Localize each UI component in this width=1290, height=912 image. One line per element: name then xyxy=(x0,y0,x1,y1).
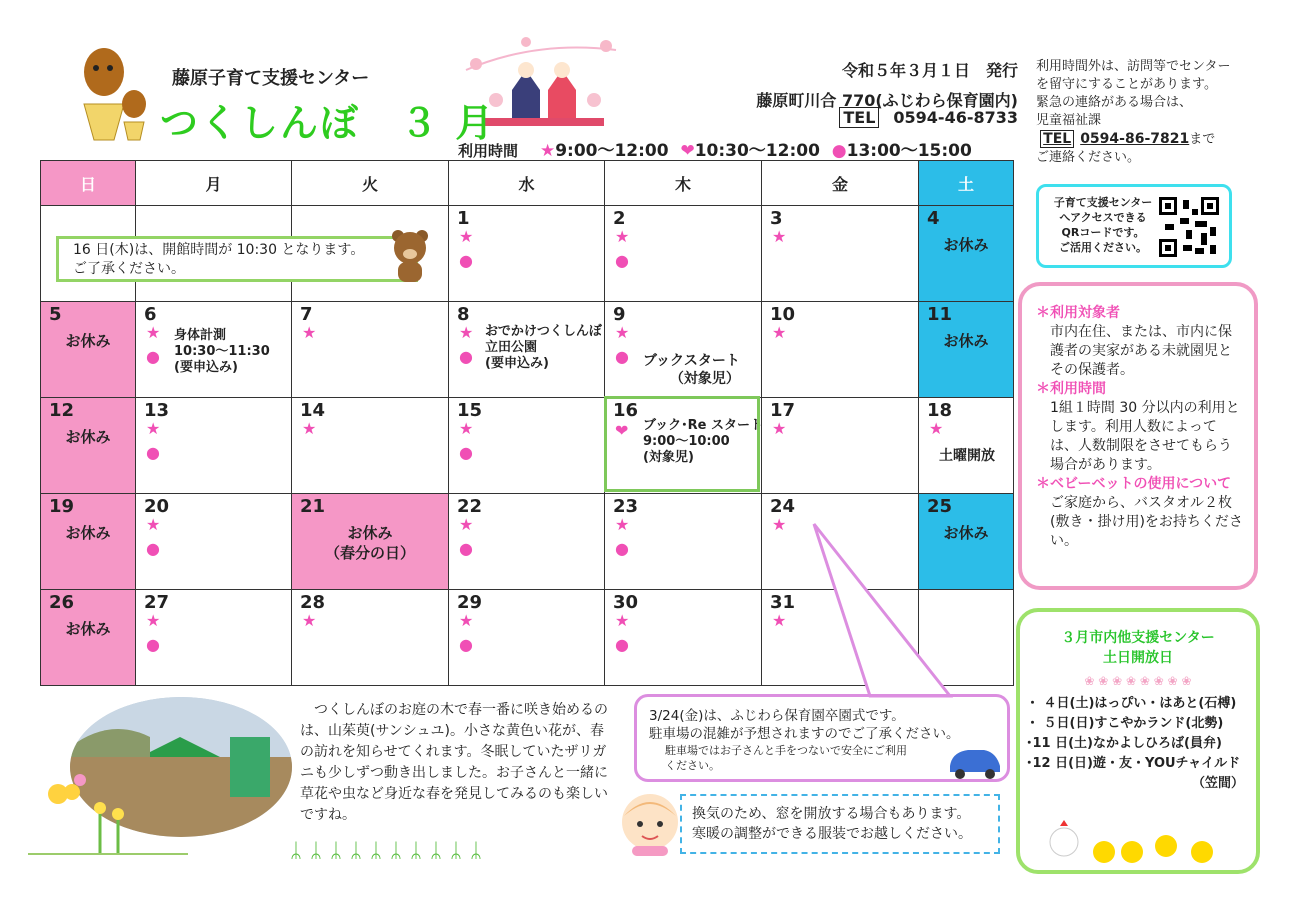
circle-icon: ● xyxy=(459,539,473,558)
star-icon: ★ xyxy=(459,227,474,246)
day-12 xyxy=(41,398,136,494)
circle-icon: ● xyxy=(615,635,629,654)
weekday-fri: 金 xyxy=(762,161,919,206)
day-number: 6 xyxy=(144,304,157,325)
star-icon: ★ xyxy=(459,419,474,438)
tel-label: TEL xyxy=(1040,130,1074,148)
weekday-header xyxy=(41,161,1014,206)
chicks-illustration xyxy=(1048,818,1238,866)
notice-small-line: 駐車場ではお子さんと手をつないで安全にご利用 xyxy=(665,744,907,757)
info-heading-baby-bed: ＊ベビーベットの使用について xyxy=(1036,476,1232,492)
day-number: 13 xyxy=(144,400,170,421)
tel-suffix: まで xyxy=(1189,132,1216,147)
star-icon: ★ xyxy=(459,515,474,534)
closed-label: お休み xyxy=(65,524,111,542)
event-time: 9:00～10:00 xyxy=(643,434,730,449)
info-line: 利用時間外は、訪問等でセンター xyxy=(1036,59,1231,74)
weekend-item: ･11 日(土)なかよしひろば(員弁) xyxy=(1026,736,1222,751)
info-line: ご連絡ください。 xyxy=(1036,150,1141,165)
day-number: 29 xyxy=(457,592,483,613)
day-number: 24 xyxy=(770,496,796,517)
hours-morning: 9:00～12:00 xyxy=(555,141,669,161)
day-number: 31 xyxy=(770,592,796,613)
qr-code-icon[interactable] xyxy=(1159,197,1219,257)
closed-label: お休み xyxy=(943,236,989,254)
notice-line: 寒暖の調整ができる服装でお越しください。 xyxy=(692,826,972,842)
tel-number: 0594-86-7821 xyxy=(1080,131,1190,147)
day-23 xyxy=(605,494,762,590)
weekday-tue: 火 xyxy=(292,161,449,206)
day-number: 9 xyxy=(613,304,626,325)
weekend-item: （笠間） xyxy=(1191,776,1244,791)
notice-line: ご了承ください。 xyxy=(73,261,185,277)
circle-icon: ● xyxy=(831,141,847,161)
day-number: 30 xyxy=(613,592,639,613)
day-30 xyxy=(605,590,762,686)
star-icon: ★ xyxy=(929,419,944,438)
star-icon: ★ xyxy=(615,323,630,342)
qr-line: QRコードです。 xyxy=(1061,226,1145,239)
star-icon: ★ xyxy=(302,419,317,438)
closed-label: お休み xyxy=(943,524,989,542)
circle-icon: ● xyxy=(615,251,629,270)
day-1 xyxy=(449,206,605,302)
circle-icon: ● xyxy=(146,443,160,462)
circle-icon: ● xyxy=(459,251,473,270)
star-icon: ★ xyxy=(146,515,161,534)
weekday-thu: 木 xyxy=(605,161,762,206)
event-place: 立田公園 xyxy=(485,340,538,355)
star-icon: ★ xyxy=(146,323,161,342)
event-outing xyxy=(485,324,602,372)
info-heading-target: ＊利用対象者 xyxy=(1036,305,1120,321)
qr-line: 子育て支援センター xyxy=(1053,196,1153,209)
event-title: ブック･Re スタート xyxy=(643,418,763,433)
event-body-measurement xyxy=(174,328,270,376)
notice-16th xyxy=(56,236,418,282)
closed-label: お休み xyxy=(347,524,393,542)
event-note: (要申込み) xyxy=(485,356,549,371)
circle-icon: ● xyxy=(615,539,629,558)
notice-line: 3/24(金)は、ふじわら保育園卒園式です。 xyxy=(649,708,905,724)
circle-icon: ● xyxy=(146,635,160,654)
star-icon: ★ xyxy=(459,323,474,342)
issue-date: 令和５年３月１日 発行 xyxy=(841,61,1018,80)
qr-line: ご活用ください。 xyxy=(1059,241,1147,254)
event-note: （対象児） xyxy=(669,371,740,387)
star-icon: ★ xyxy=(772,323,787,342)
day-number: 7 xyxy=(300,304,313,325)
event-title: 身体計測 xyxy=(174,328,227,343)
closed-label: お休み xyxy=(65,428,111,446)
day-15 xyxy=(449,398,605,494)
day-7 xyxy=(292,302,449,398)
weekend-title-line: ３月市内他支援センター xyxy=(1061,630,1215,646)
day-number: 28 xyxy=(300,592,326,613)
qr-caption xyxy=(1047,195,1159,255)
heart-icon: ❤ xyxy=(615,421,629,440)
star-icon: ★ xyxy=(615,515,630,534)
day-5 xyxy=(41,302,136,398)
ventilation-notice xyxy=(680,794,1000,854)
day-number: 20 xyxy=(144,496,170,517)
center-phone xyxy=(720,108,1018,127)
notice-line: 駐車場の混雑が予想されますのでご了承ください。 xyxy=(649,726,960,742)
day-20 xyxy=(136,494,292,590)
tel-number: 0594-46-8733 xyxy=(893,108,1018,127)
star-icon: ★ xyxy=(146,419,161,438)
hours-late-morning: 10:30～12:00 xyxy=(694,141,820,161)
day-number: 25 xyxy=(927,496,953,517)
butterfly-flower-illustration xyxy=(28,770,188,860)
day-26 xyxy=(41,590,136,686)
day-4 xyxy=(919,206,1014,302)
closed-label: お休み xyxy=(65,620,111,638)
qr-code-box xyxy=(1036,184,1232,268)
event-title: おでかけつくしんぼ xyxy=(485,324,602,339)
weekday-sat: 土 xyxy=(919,161,1014,206)
day-6 xyxy=(136,302,292,398)
day-9 xyxy=(605,302,762,398)
notice-line: 換気のため、窓を開放する場合もあります。 xyxy=(692,806,971,822)
day-number: 16 xyxy=(613,400,639,421)
day-number: 11 xyxy=(927,304,953,325)
weekend-open-days-box xyxy=(1016,608,1260,874)
notice-line: 16 日(木)は、開館時間が 10:30 となります。 xyxy=(73,242,365,258)
day-number: 26 xyxy=(49,592,75,613)
opening-hours xyxy=(458,136,972,161)
circle-icon: ● xyxy=(459,443,473,462)
weekday-mon: 月 xyxy=(136,161,292,206)
usage-info-box xyxy=(1018,282,1258,590)
day-21 xyxy=(292,494,449,590)
day-13 xyxy=(136,398,292,494)
info-line: を留守にすることがあります。 xyxy=(1036,77,1217,92)
center-address: 藤原町川合 770(ふじわら保育園内) xyxy=(756,91,1018,110)
heart-icon: ❤ xyxy=(680,141,695,161)
circle-icon: ● xyxy=(459,635,473,654)
day-19 xyxy=(41,494,136,590)
star-icon: ★ xyxy=(459,611,474,630)
day-number: 3 xyxy=(770,208,783,229)
star-icon: ★ xyxy=(772,227,787,246)
day-18 xyxy=(919,398,1014,494)
bear-illustration xyxy=(388,226,432,284)
star-icon: ★ xyxy=(302,611,317,630)
star-icon: ★ xyxy=(772,419,787,438)
event-time: 10:30～11:30 xyxy=(174,344,270,359)
after-hours-info xyxy=(1036,58,1266,167)
hours-label: 利用時間 xyxy=(458,142,519,160)
circle-icon: ● xyxy=(146,539,160,558)
star-icon: ★ xyxy=(146,611,161,630)
day-number: 14 xyxy=(300,400,326,421)
baby-face-illustration xyxy=(618,790,682,856)
info-body-baby-bed: ご家庭から、バスタオル２枚(敷き・掛け用)をお持ちください。 xyxy=(1050,495,1243,549)
weekend-item: ・ ４日(土)はっぴい・はあと(石榑) xyxy=(1026,696,1237,711)
flower-divider-icon: ❀ ❀ ❀ ❀ ❀ ❀ ❀ ❀ xyxy=(1084,674,1192,688)
week-3 xyxy=(41,398,1014,494)
day-28 xyxy=(292,590,449,686)
day-number: 18 xyxy=(927,400,953,421)
info-heading-hours: ＊利用時間 xyxy=(1036,381,1106,397)
day-22 xyxy=(449,494,605,590)
star-icon: ★ xyxy=(302,323,317,342)
closed-label: お休み xyxy=(943,332,989,350)
closed-label: お休み xyxy=(65,332,111,350)
day-number: 4 xyxy=(927,208,940,229)
info-line: 児童福祉課 xyxy=(1036,113,1102,128)
day-27 xyxy=(136,590,292,686)
star-icon: ★ xyxy=(772,515,787,534)
circle-icon: ● xyxy=(615,347,629,366)
car-icon xyxy=(944,744,1004,780)
star-icon: ★ xyxy=(615,227,630,246)
holiday-name: （春分の日） xyxy=(324,544,415,562)
day-number: 23 xyxy=(613,496,639,517)
week-2 xyxy=(41,302,1014,398)
tel-label: TEL xyxy=(839,107,879,128)
day-11 xyxy=(919,302,1014,398)
event-note: (対象児) xyxy=(643,450,694,465)
weekend-item: ･12 日(日)遊・友・YOUチャイルド xyxy=(1026,756,1241,771)
star-icon: ★ xyxy=(772,611,787,630)
day-10 xyxy=(762,302,919,398)
star-icon: ★ xyxy=(539,141,556,161)
weekday-sun: 日 xyxy=(41,161,136,206)
day-number: 17 xyxy=(770,400,796,421)
day-number: 19 xyxy=(49,496,75,517)
event-bookstart xyxy=(643,352,740,388)
day-number: 27 xyxy=(144,592,170,613)
day-14 xyxy=(292,398,449,494)
welfare-phone xyxy=(1036,130,1266,149)
day-17 xyxy=(762,398,919,494)
day-number: 22 xyxy=(457,496,483,517)
info-body-hours: 1組１時間 30 分以内の利用とします。利用人数によっては、人数制限をさせてもらう場合があります。 xyxy=(1050,400,1240,473)
weekday-wed: 水 xyxy=(449,161,605,206)
star-icon: ★ xyxy=(615,611,630,630)
circle-icon: ● xyxy=(459,347,473,366)
weekend-title xyxy=(1020,628,1256,668)
qr-line: へアクセスできる xyxy=(1059,211,1147,224)
weekend-item: ・ ５日(日)すこやかランド(北勢) xyxy=(1026,716,1224,731)
day-number: 5 xyxy=(49,304,62,325)
day-number: 8 xyxy=(457,304,470,325)
event-title: ブックスタート xyxy=(643,353,740,369)
info-line: 緊急の連絡がある場合は、 xyxy=(1036,95,1193,110)
day-number: 21 xyxy=(300,496,326,517)
day-29 xyxy=(449,590,605,686)
highlight-day-16 xyxy=(604,396,760,492)
day-number: 10 xyxy=(770,304,796,325)
day-number: 12 xyxy=(49,400,75,421)
day-number: 1 xyxy=(457,208,470,229)
event-note: (要申込み) xyxy=(174,360,238,375)
day-number: 15 xyxy=(457,400,483,421)
center-name: 藤原子育て支援センター xyxy=(172,68,370,89)
saturday-open-label: 土曜開放 xyxy=(939,448,995,464)
notice-small-line: ください。 xyxy=(665,759,720,772)
day-3 xyxy=(762,206,919,302)
bubble-pointer xyxy=(810,520,960,700)
info-body-target: 市内在住、または、市内に保護者の実家がある未就園児とその保護者。 xyxy=(1050,324,1232,378)
day-8 xyxy=(449,302,605,398)
day-2 xyxy=(605,206,762,302)
spring-paragraph: つくしんぼのお庭の木で春一番に咲き始めるのは、山茱萸(サンシュユ)。小さな黄色い花が、春の訪れを知らせてくれます。冬眠していたザリガニも少しずつ動き出しました。お子さんと一緒に草花や虫など身近な春を発見してみるのも楽しいですね。 xyxy=(300,702,608,823)
day-number: 2 xyxy=(613,208,626,229)
sprout-border-icon: ᛦᛦᛦᛦᛦᛦᛦᛦᛦᛦ xyxy=(290,838,490,862)
circle-icon: ● xyxy=(146,347,160,366)
tsukushi-mascot-illustration xyxy=(74,44,154,144)
newsletter-title: つくしんぼ ３ 月 xyxy=(160,101,496,145)
weekend-title-line: 土日開放日 xyxy=(1103,650,1173,666)
hours-afternoon: 13:00～15:00 xyxy=(846,141,972,161)
